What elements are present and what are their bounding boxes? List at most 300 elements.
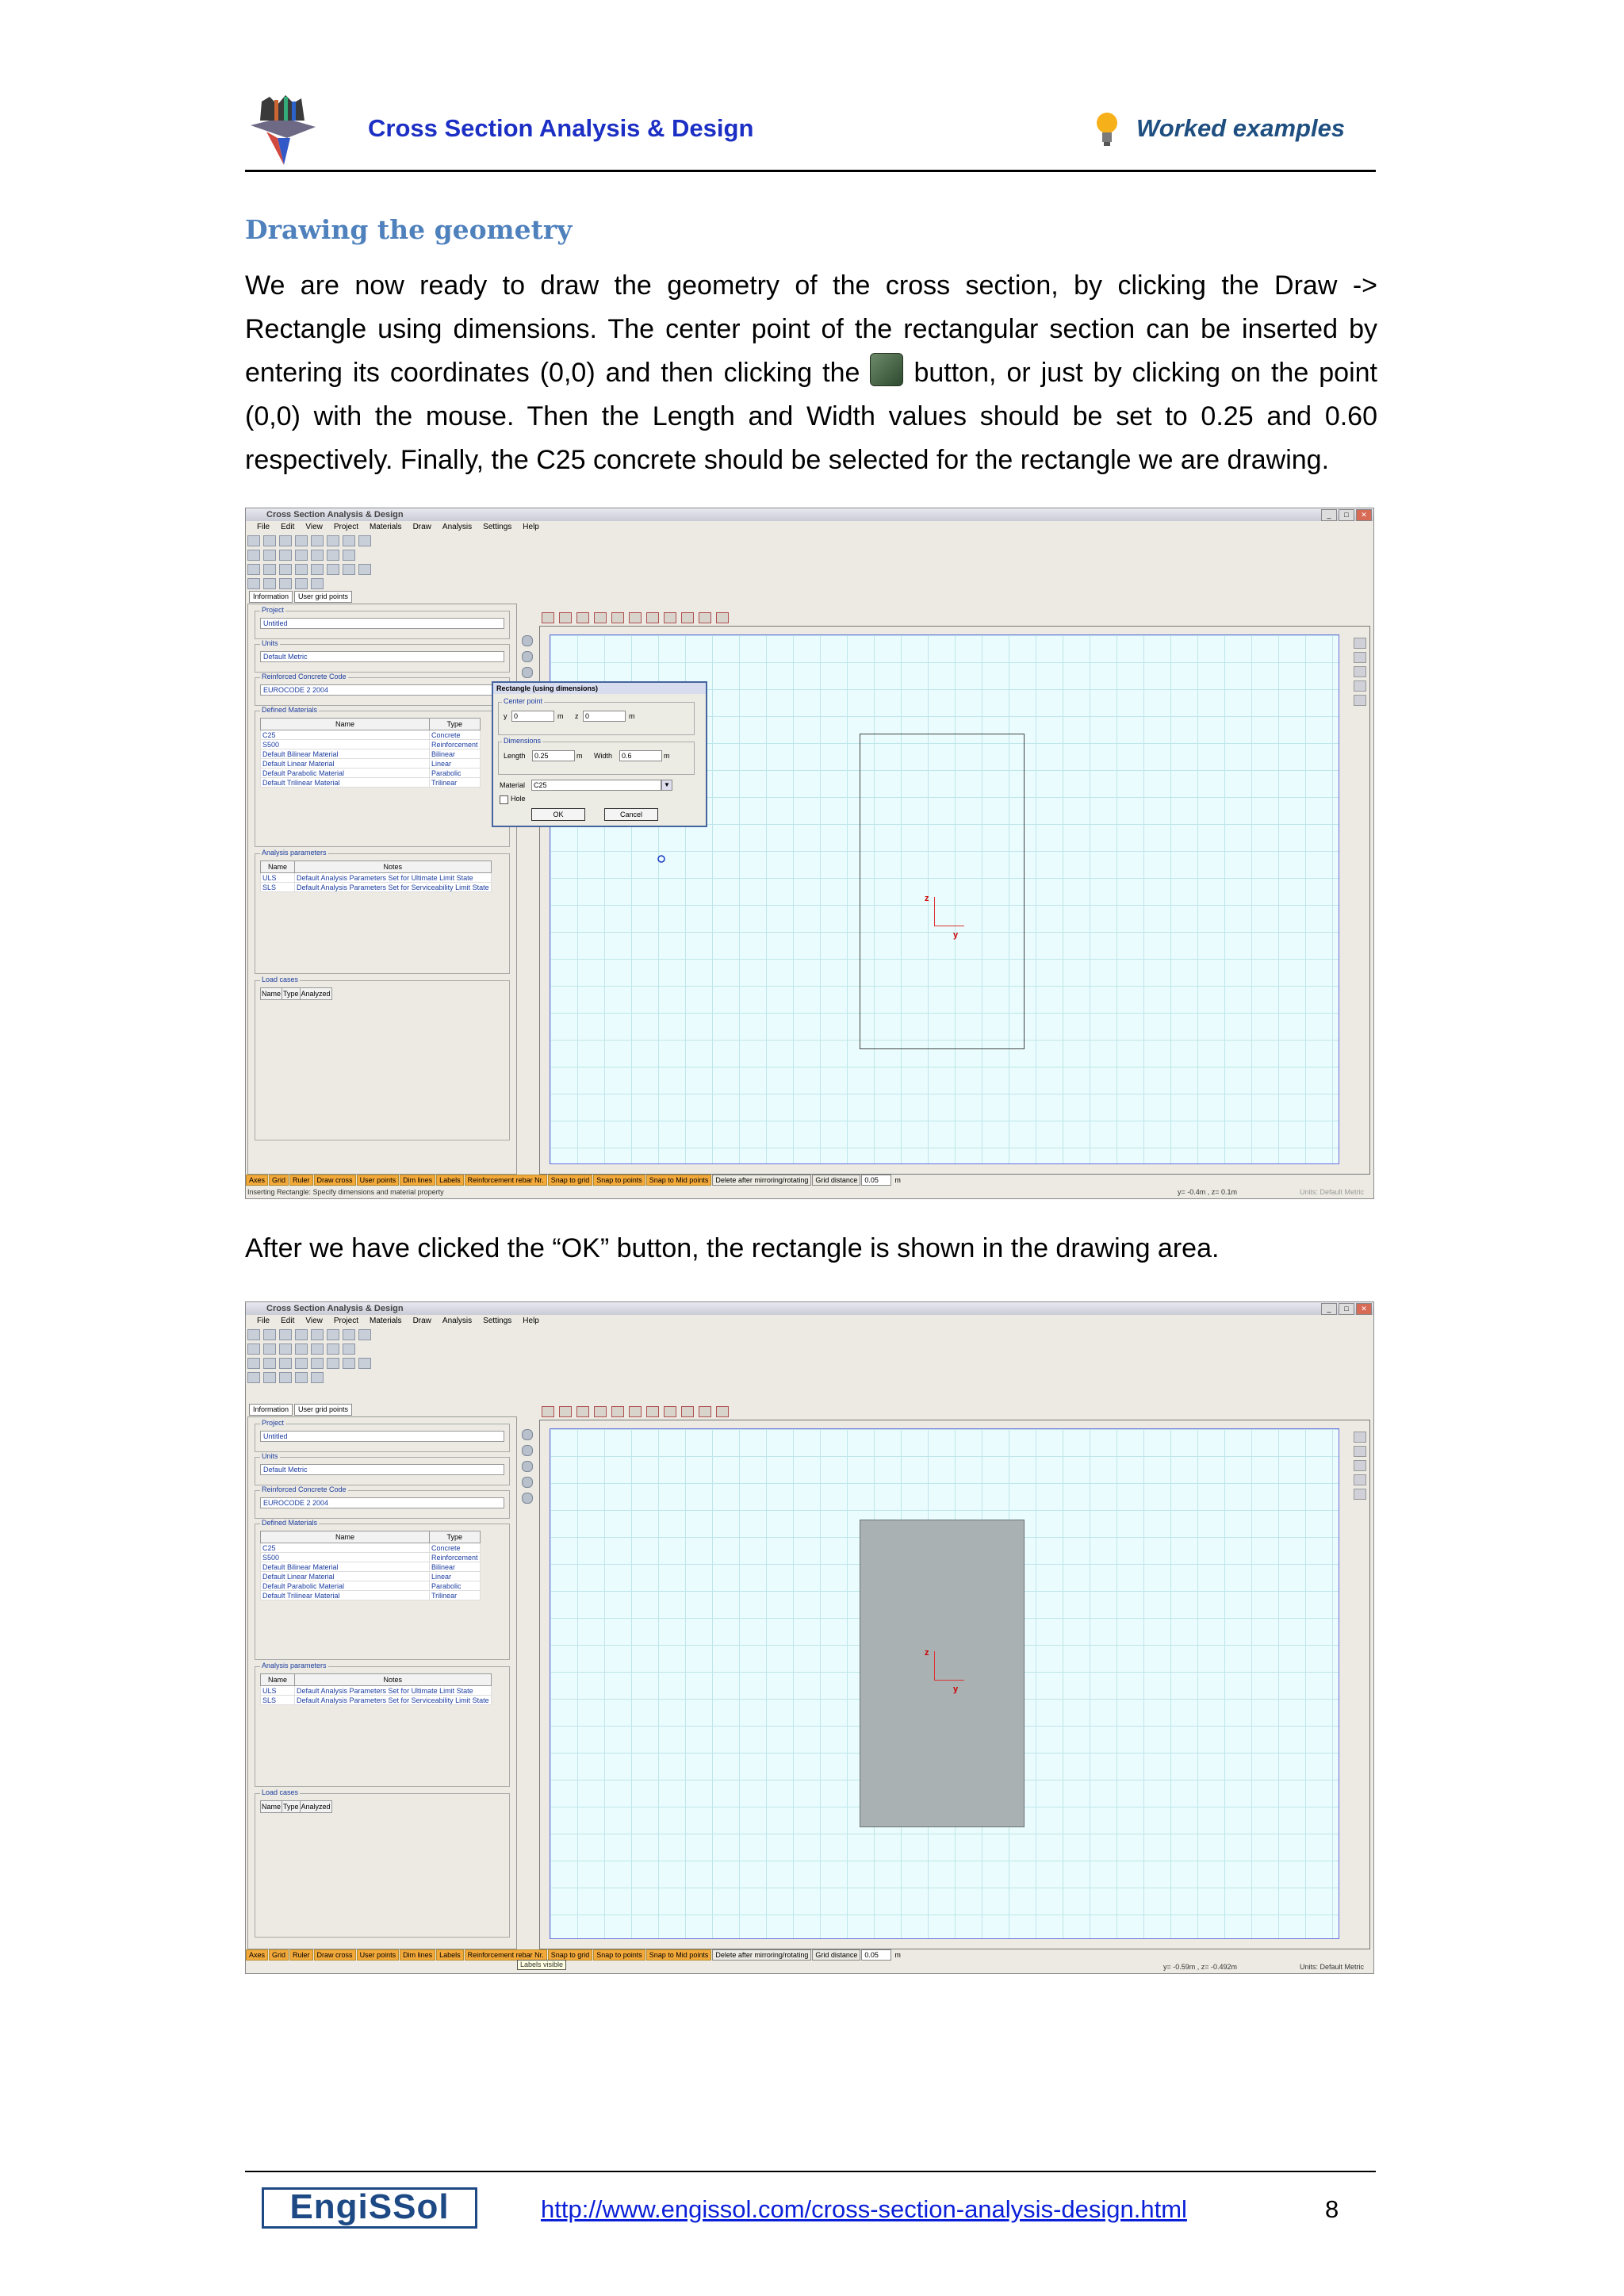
right-toolbar (1350, 634, 1368, 709)
loadcases-header-analyzed: Analyzed (300, 1801, 331, 1813)
print-icon[interactable] (327, 1329, 339, 1340)
minimize-icon[interactable]: _ (1321, 1303, 1337, 1315)
measure-icon[interactable] (1354, 680, 1366, 692)
y-unit: m (557, 712, 564, 720)
materials-header-type: Type (430, 719, 481, 730)
vertical-toolbar (520, 1424, 534, 1508)
analysis-name: ULS (261, 1686, 295, 1696)
ok-button[interactable]: OK (531, 808, 585, 821)
copy-icon[interactable] (343, 535, 355, 546)
copy-shape-icon[interactable] (327, 1358, 339, 1369)
undo-icon[interactable] (295, 535, 308, 546)
loadcases-header-type: Type (282, 988, 301, 1000)
tab-information[interactable]: Information (249, 591, 293, 603)
analyze-icon[interactable] (247, 578, 260, 589)
polyline-icon[interactable] (295, 550, 308, 561)
select-icon[interactable] (522, 635, 533, 646)
code-label: Reinforced Concrete Code (262, 673, 347, 680)
toggle-labels[interactable]: Labels (436, 1949, 464, 1961)
point-tool-icon[interactable] (699, 612, 711, 623)
material-name: C25 (261, 730, 430, 740)
dimensions-group (498, 737, 695, 775)
toggle-rebar-nr[interactable]: Reinforcement rebar Nr. (465, 1949, 547, 1961)
rebar-tool-icon[interactable] (646, 612, 659, 623)
grid-distance-unit: m (892, 1175, 903, 1185)
materials-label: Defined Materials (262, 1519, 318, 1527)
toggle-axes[interactable]: Axes (246, 1175, 268, 1186)
material-name: Default Linear Material (261, 1572, 430, 1581)
table-row[interactable] (261, 1543, 481, 1553)
zoom-out-icon[interactable] (263, 564, 276, 575)
dialog-title: Rectangle (using dimensions) (493, 683, 706, 694)
toggle-bar (246, 1175, 1373, 1186)
toolbar-analysis (246, 577, 1373, 591)
camera-icon[interactable] (1354, 1432, 1366, 1443)
rebar-tool-icon[interactable] (646, 1406, 659, 1417)
new-file-icon[interactable] (247, 535, 260, 546)
save-icon[interactable] (279, 1329, 292, 1340)
information-panel (247, 604, 517, 1175)
arc-icon[interactable] (311, 1343, 324, 1355)
menu-bar (246, 1316, 1373, 1327)
mirror-icon[interactable] (279, 1358, 292, 1369)
toggle-bar (246, 1949, 1373, 1961)
table-row[interactable] (261, 759, 481, 769)
toggle-draw-cross[interactable]: Draw cross (314, 1175, 356, 1186)
rotate-icon[interactable] (295, 564, 308, 575)
move-tool-icon[interactable] (716, 1406, 729, 1417)
loadcases-label: Load cases (262, 1788, 299, 1796)
menu-analysis[interactable]: Analysis (442, 523, 473, 531)
circle-tool-icon[interactable] (594, 1406, 607, 1417)
diagram-icon[interactable] (279, 578, 292, 589)
minimize-icon[interactable]: _ (1321, 509, 1337, 521)
z-axis-label: z (925, 1648, 929, 1658)
menu-project[interactable]: Project (333, 523, 358, 531)
labels-tooltip: Labels visible (517, 1960, 566, 1970)
status-message: Inserting Rectangle: Specify dimensions and material property (247, 1188, 444, 1196)
section-icon[interactable] (295, 578, 308, 589)
app-screenshot-result (245, 1301, 1374, 1974)
pan-icon[interactable] (522, 1445, 533, 1456)
toggle-ruler[interactable]: Ruler (289, 1175, 313, 1186)
toggle-labels[interactable]: Labels (436, 1175, 464, 1186)
mirror-icon[interactable] (279, 564, 292, 575)
rectangle-preview[interactable] (860, 734, 1025, 1049)
center-point-marker-icon (657, 854, 666, 864)
close-icon[interactable]: ✕ (1356, 1303, 1372, 1315)
units-label: Units (262, 639, 278, 647)
toolbar-format (246, 1356, 1373, 1370)
material-type: Reinforcement (430, 740, 481, 749)
table-row[interactable] (261, 873, 492, 883)
points-icon[interactable] (263, 550, 276, 561)
draw-toolbar (539, 610, 1372, 624)
menu-materials[interactable]: Materials (369, 523, 402, 531)
refresh-icon[interactable] (1354, 652, 1366, 663)
intro-paragraph (245, 264, 1377, 482)
results-icon[interactable] (311, 1372, 324, 1383)
length-unit: m (576, 752, 583, 760)
results-icon[interactable] (311, 578, 324, 589)
status-units: Units: Default Metric (1299, 1963, 1364, 1971)
toolbar-project (246, 1342, 1373, 1356)
menu-materials[interactable]: Materials (369, 1317, 402, 1325)
materials-header-name: Name (261, 719, 430, 730)
zoom-icon[interactable] (522, 667, 533, 678)
polygon-tool-icon[interactable] (576, 612, 589, 623)
label-icon[interactable] (1354, 695, 1366, 706)
status-units: Units: Default Metric (1299, 1188, 1364, 1196)
loadcases-header-analyzed: Analyzed (300, 988, 331, 1000)
toggle-dim-lines[interactable]: Dim lines (400, 1949, 435, 1961)
copy-shape-icon[interactable] (327, 564, 339, 575)
loadcases-header-name: Name (261, 1801, 282, 1813)
loadcases-label: Load cases (262, 976, 299, 983)
code-label: Reinforced Concrete Code (262, 1485, 347, 1493)
dimensions-label: Dimensions (504, 737, 542, 745)
material-name: Default Parabolic Material (261, 1581, 430, 1591)
project-field[interactable]: Untitled (260, 618, 504, 629)
toggle-snap-points[interactable]: Snap to points (593, 1175, 645, 1186)
loadcases-header-name: Name (261, 988, 282, 1000)
menu-file[interactable]: File (257, 1317, 270, 1325)
rebar-line-tool-icon[interactable] (664, 612, 676, 623)
lightbulb-icon (1095, 111, 1119, 148)
tab-user-grid-points[interactable]: User grid points (294, 1404, 352, 1416)
grid-distance-input[interactable]: 0.05 (861, 1949, 891, 1961)
menu-edit[interactable]: Edit (281, 523, 295, 531)
rectangle-tool-icon[interactable] (542, 1406, 554, 1417)
analysis-label: Analysis parameters (262, 849, 327, 857)
rotate-icon[interactable] (295, 1358, 308, 1369)
cancel-button[interactable]: Cancel (604, 808, 658, 821)
materials-table (260, 718, 481, 788)
loadcases-header-type: Type (282, 1801, 301, 1813)
align-icon[interactable] (343, 1358, 355, 1369)
analysis-header-notes: Notes (295, 1674, 492, 1686)
settings-icon[interactable] (1354, 666, 1366, 677)
zoom-extents-icon[interactable] (522, 1493, 533, 1504)
project-label: Project (262, 1419, 285, 1427)
align-icon[interactable] (343, 564, 355, 575)
redo-icon[interactable] (311, 1329, 324, 1340)
units-field[interactable]: Default Metric (260, 1464, 504, 1475)
grid-distance-input[interactable]: 0.05 (861, 1175, 891, 1186)
curve-icon[interactable] (327, 550, 339, 561)
material-type: Bilinear (430, 749, 481, 759)
chevron-down-icon[interactable]: ▼ (661, 780, 672, 791)
open-file-icon[interactable] (263, 1329, 276, 1340)
analysis-notes: Default Analysis Parameters Set for Ultimate Limit State (295, 1686, 492, 1696)
menu-project[interactable]: Project (333, 1317, 358, 1325)
distribute-icon[interactable] (358, 564, 371, 575)
rectangle-tool-icon[interactable] (542, 612, 554, 623)
diagram-icon[interactable] (279, 1372, 292, 1383)
print-icon[interactable] (327, 535, 339, 546)
distribute-icon[interactable] (358, 1358, 371, 1369)
toggle-user-points[interactable]: User points (357, 1175, 400, 1186)
settings-icon[interactable] (1354, 1460, 1366, 1471)
toggle-delete-after-mirroring[interactable]: Delete after mirroring/rotating (712, 1949, 811, 1961)
tab-information[interactable]: Information (249, 1404, 293, 1416)
camera-icon[interactable] (1354, 638, 1366, 649)
move-tool-icon[interactable] (716, 612, 729, 623)
menu-view[interactable]: View (305, 523, 323, 531)
table-row[interactable] (261, 1553, 481, 1562)
ring-tool-icon[interactable] (611, 1406, 624, 1417)
undo-icon[interactable] (295, 1329, 308, 1340)
draw-toolbar (539, 1404, 1372, 1418)
material-name: Default Bilinear Material (261, 1562, 430, 1572)
caption: After we have clicked the “OK” button, the rectangle is shown in the drawing area. (245, 1233, 1220, 1263)
toggle-user-points[interactable]: User points (357, 1949, 400, 1961)
analysis-name: ULS (261, 873, 295, 883)
ring-tool-icon[interactable] (611, 612, 624, 623)
points-icon[interactable] (263, 1343, 276, 1355)
rect-dims-tool-icon[interactable] (559, 612, 572, 623)
menu-settings[interactable]: Settings (483, 1317, 512, 1325)
table-row[interactable] (261, 778, 481, 788)
center-z-input[interactable]: 0 (583, 711, 626, 722)
table-row[interactable] (261, 749, 481, 759)
menu-draw[interactable]: Draw (412, 523, 431, 531)
paste-icon[interactable] (358, 1329, 371, 1340)
grid-icon[interactable] (247, 1343, 260, 1355)
tab-user-grid-points[interactable]: User grid points (294, 591, 352, 603)
select-icon[interactable] (522, 1429, 533, 1440)
status-line (247, 1961, 1372, 1972)
open-file-icon[interactable] (263, 535, 276, 546)
right-toolbar (1350, 1428, 1368, 1503)
table-row[interactable] (261, 1696, 492, 1705)
units-group (255, 1452, 510, 1485)
analyze-icon[interactable] (247, 1372, 260, 1383)
report-icon[interactable] (263, 578, 276, 589)
engissol-logo: EngiSSol (262, 2187, 477, 2229)
y-axis-label: y (953, 1685, 959, 1694)
material-type: Parabolic (430, 1581, 481, 1591)
toggle-snap-grid[interactable]: Snap to grid (548, 1175, 593, 1186)
code-group (255, 1485, 510, 1519)
units-field[interactable]: Default Metric (260, 651, 504, 662)
toggle-axes[interactable]: Axes (246, 1949, 268, 1961)
table-row[interactable] (261, 730, 481, 740)
paragraph-part-2: button, or just by clicking on the point (0,0) with the mouse. Then the Length and Width values should be set to 0.25 and 0.60 respectively. Finally, the C25 concrete should be selected for the rectangle we are drawing. (245, 358, 1377, 475)
analysis-table (260, 861, 492, 892)
toggle-grid[interactable]: Grid (269, 1949, 289, 1961)
material-type: Linear (430, 1572, 481, 1581)
project-group (255, 1419, 510, 1452)
page-number: 8 (1325, 2195, 1339, 2223)
table-row[interactable] (261, 1562, 481, 1572)
table-row[interactable] (261, 769, 481, 778)
arc-tool-icon[interactable] (629, 1406, 642, 1417)
polygon-tool-icon[interactable] (576, 1406, 589, 1417)
toggle-ruler[interactable]: Ruler (289, 1949, 313, 1961)
rectangle-dialog (492, 681, 707, 827)
new-file-icon[interactable] (247, 1329, 260, 1340)
analysis-header-name: Name (261, 1674, 295, 1686)
status-coords: y= -0.4m , z= 0.1m (1177, 1188, 1237, 1196)
toggle-grid[interactable]: Grid (269, 1175, 289, 1186)
menu-file[interactable]: File (257, 523, 270, 531)
arc-icon[interactable] (311, 550, 324, 561)
grid-distance-unit: m (892, 1950, 903, 1960)
copy-icon[interactable] (343, 1329, 355, 1340)
grid-distance-label: Grid distance (812, 1175, 860, 1186)
toggle-snap-mid[interactable]: Snap to Mid points (646, 1175, 712, 1186)
toggle-delete-after-mirroring[interactable]: Delete after mirroring/rotating (712, 1175, 811, 1186)
window-controls (1320, 509, 1372, 521)
zoom-out-icon[interactable] (263, 1358, 276, 1369)
z-axis-line (934, 897, 935, 926)
section-heading: Drawing the geometry (245, 214, 573, 245)
zoom-in-icon[interactable] (247, 564, 260, 575)
paste-icon[interactable] (358, 535, 371, 546)
table-row[interactable] (261, 1572, 481, 1581)
menu-help[interactable]: Help (523, 523, 539, 531)
information-panel (247, 1416, 517, 1949)
line-icon[interactable] (279, 550, 292, 561)
refresh-icon[interactable] (1354, 1446, 1366, 1457)
window-title: Cross Section Analysis & Design (246, 1302, 1373, 1315)
footer-url-link[interactable]: http://www.engissol.com/cross-section-analysis-design.html (541, 2195, 1187, 2223)
material-name: Default Trilinear Material (261, 1591, 430, 1600)
toggle-rebar-nr[interactable]: Reinforcement rebar Nr. (465, 1175, 547, 1186)
measure-icon[interactable] (1354, 1474, 1366, 1485)
grid-icon[interactable] (247, 550, 260, 561)
dimension-tool-icon[interactable] (681, 1406, 694, 1417)
report-icon[interactable] (263, 1372, 276, 1383)
materials-table (260, 1531, 481, 1600)
toolbar-file (246, 534, 1373, 548)
width-input[interactable]: 0.6 (619, 750, 662, 761)
material-type: Linear (430, 759, 481, 769)
line-icon[interactable] (279, 1343, 292, 1355)
table-row[interactable] (261, 740, 481, 749)
circle-tool-icon[interactable] (594, 612, 607, 623)
y-label: y (504, 712, 508, 720)
loadcases-table (260, 987, 332, 1000)
menu-edit[interactable]: Edit (281, 1317, 295, 1325)
zoom-in-icon[interactable] (247, 1358, 260, 1369)
project-group (255, 606, 510, 639)
project-field[interactable]: Untitled (260, 1431, 504, 1442)
toggle-draw-cross[interactable]: Draw cross (314, 1949, 356, 1961)
material-name: S500 (261, 1553, 430, 1562)
analysis-notes: Default Analysis Parameters Set for Ultimate Limit State (295, 873, 492, 883)
material-icon[interactable] (343, 1343, 355, 1355)
toggle-snap-grid[interactable]: Snap to grid (548, 1949, 593, 1961)
section-icon[interactable] (295, 1372, 308, 1383)
code-field[interactable]: EUROCODE 2 2004 (260, 1497, 504, 1508)
analysis-group (255, 1662, 510, 1787)
material-name: Default Bilinear Material (261, 749, 430, 759)
menu-help[interactable]: Help (523, 1317, 539, 1325)
material-icon[interactable] (343, 550, 355, 561)
status-line (247, 1186, 1372, 1198)
rect-dims-tool-icon[interactable] (559, 1406, 572, 1417)
drawing-canvas[interactable] (550, 1428, 1339, 1939)
menu-draw[interactable]: Draw (412, 1317, 431, 1325)
table-row[interactable] (261, 883, 492, 892)
project-label: Project (262, 606, 285, 614)
analysis-group (255, 849, 510, 974)
label-icon[interactable] (1354, 1489, 1366, 1500)
z-unit: m (629, 712, 635, 720)
zoom-window-icon[interactable] (522, 1477, 533, 1488)
hole-checkbox[interactable] (500, 795, 508, 804)
toggle-dim-lines[interactable]: Dim lines (400, 1175, 435, 1186)
width-label: Width (594, 752, 613, 760)
menu-view[interactable]: View (305, 1317, 323, 1325)
rebar-line-tool-icon[interactable] (664, 1406, 676, 1417)
toolbar-analysis (246, 1370, 1373, 1385)
toolbar-file (246, 1328, 1373, 1342)
maximize-icon[interactable]: □ (1339, 1303, 1354, 1315)
maximize-icon[interactable]: □ (1339, 509, 1354, 521)
material-name: Default Trilinear Material (261, 778, 430, 788)
analysis-notes: Default Analysis Parameters Set for Serviceability Limit State (295, 883, 492, 892)
polyline-icon[interactable] (295, 1343, 308, 1355)
hole-label: Hole (511, 795, 526, 803)
concrete-rectangle[interactable] (860, 1520, 1025, 1827)
point-tool-icon[interactable] (699, 1406, 711, 1417)
length-label: Length (504, 752, 526, 760)
loadcases-table (260, 1800, 332, 1813)
table-row[interactable] (261, 1581, 481, 1591)
z-label: z (575, 712, 579, 720)
save-icon[interactable] (279, 535, 292, 546)
pan-icon[interactable] (522, 651, 533, 662)
zoom-icon[interactable] (522, 1461, 533, 1472)
material-name: Default Linear Material (261, 759, 430, 769)
center-y-input[interactable]: 0 (511, 711, 554, 722)
toolbar-project (246, 548, 1373, 562)
move-icon[interactable] (311, 1358, 324, 1369)
paragraph-part-1: We are now ready to draw the geometry of the cross section, by clicking the Draw -> Rectangle using dimensions. The center point of the rectangular section can be inserted by entering its coordinates (0,0) and then clicking the (245, 270, 1377, 388)
material-type: Reinforcement (430, 1553, 481, 1562)
info-tabs (249, 591, 354, 602)
analysis-header-name: Name (261, 861, 295, 873)
table-row[interactable] (261, 1591, 481, 1600)
toggle-snap-mid[interactable]: Snap to Mid points (646, 1949, 712, 1961)
arc-tool-icon[interactable] (629, 612, 642, 623)
header-worked-examples: Worked examples (1136, 114, 1346, 142)
table-row[interactable] (261, 1686, 492, 1696)
materials-label: Defined Materials (262, 706, 318, 714)
menu-settings[interactable]: Settings (483, 523, 512, 531)
redo-icon[interactable] (311, 535, 324, 546)
insert-point-button-icon (870, 353, 903, 386)
menu-analysis[interactable]: Analysis (442, 1317, 473, 1325)
toggle-snap-points[interactable]: Snap to points (593, 1949, 645, 1961)
app-logo-icon (243, 94, 322, 170)
close-icon[interactable]: ✕ (1356, 509, 1372, 521)
move-icon[interactable] (311, 564, 324, 575)
dimension-tool-icon[interactable] (681, 612, 694, 623)
app-screenshot-dialog (245, 508, 1374, 1199)
length-input[interactable]: 0.25 (532, 750, 575, 761)
code-field[interactable]: EUROCODE 2 2004 (260, 684, 504, 696)
drawing-area[interactable] (539, 1420, 1370, 1949)
code-group (255, 673, 510, 706)
analysis-header-notes: Notes (295, 861, 492, 873)
curve-icon[interactable] (327, 1343, 339, 1355)
materials-group (255, 1519, 510, 1660)
material-select[interactable]: C25 (531, 780, 661, 791)
